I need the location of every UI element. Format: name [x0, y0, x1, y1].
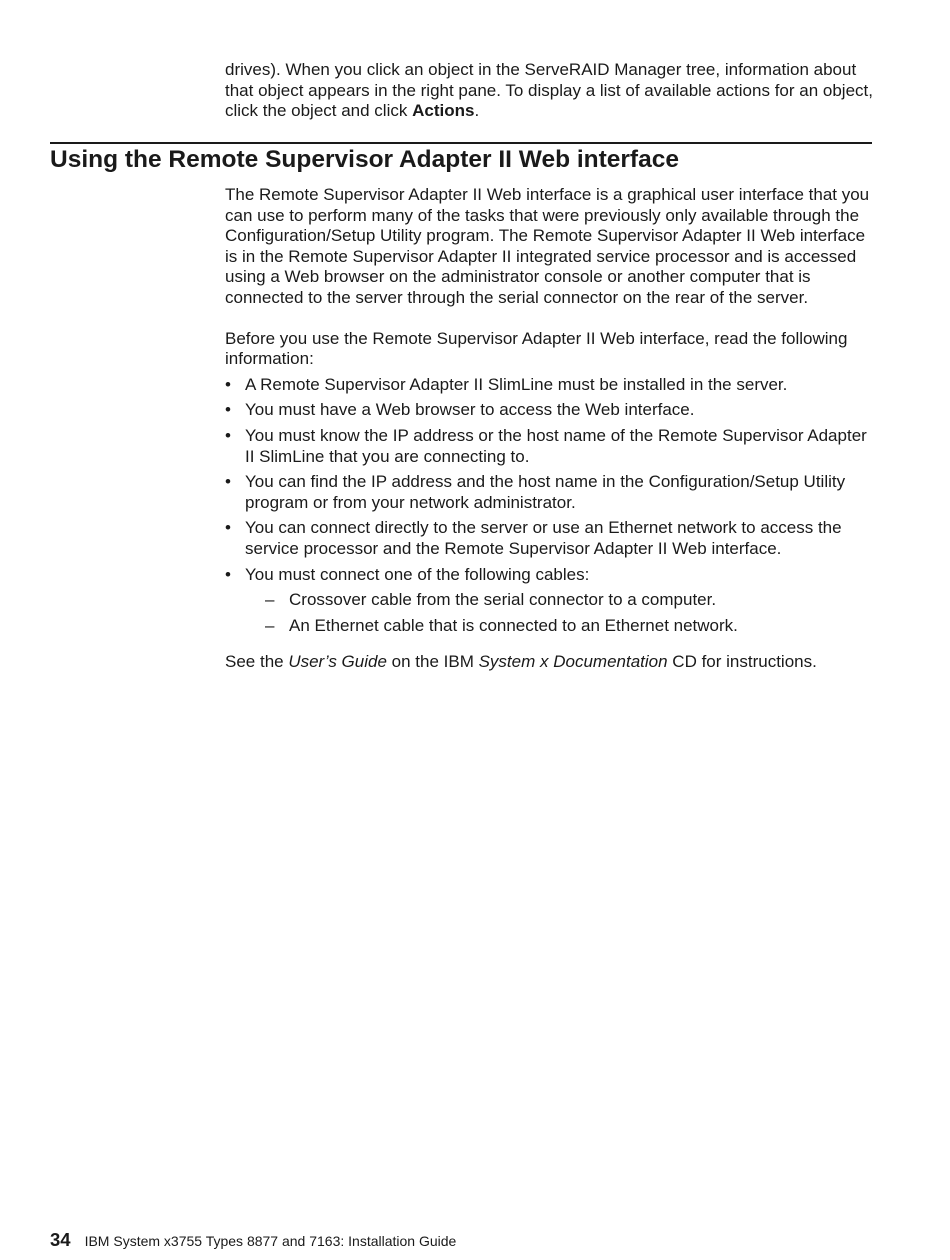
sublist-item: – An Ethernet cable that is connected to an Ethernet network.: [245, 616, 875, 637]
section-heading: Using the Remote Supervisor Adapter II Web interface: [50, 146, 679, 173]
actions-term: Actions: [412, 101, 475, 121]
see-also-text: See the: [225, 652, 289, 672]
book-title: IBM System x3755 Types 8877 and 7163: Installation Guide: [84, 1233, 457, 1249]
see-also-paragraph: [225, 652, 875, 673]
list-item: • You can connect directly to the server or use an Ethernet network to access the service processor and the Remote Supervisor Adapter II Web interface.: [225, 518, 875, 559]
section-divider: [50, 142, 872, 144]
documentation-cd-title: System x Documentation: [478, 652, 668, 672]
intro-text: drives). When you click an object in the ServeRAID Manager tree, information about that object appears in the right pane. To display a list of available actions for an object, click the object and click: [225, 60, 873, 121]
prerequisites-list: [225, 375, 875, 637]
see-also-text: CD for instructions.: [667, 652, 817, 672]
overview-paragraph: The Remote Supervisor Adapter II Web interface is a graphical user interface that you can use to perform many of the tasks that were previously only available through the Configuration/Setup Utility program. The Remote Supervisor Adapter II Web interface is in the Remote Supervisor Adapter II integrated service processor and is accessed using a Web browser on the administrator console or another computer that is connected to the server through the serial connector on the rear of the server.: [225, 185, 870, 307]
see-also-text: on the IBM: [386, 652, 479, 672]
list-item: • You must know the IP address or the host name of the Remote Supervisor Adapter II SlimLine that you are connecting to.: [225, 426, 875, 467]
prerequisites-intro: Before you use the Remote Supervisor Adapter II Web interface, read the following information:: [225, 328, 848, 369]
list-item: • A Remote Supervisor Adapter II SlimLine must be installed in the server.: [225, 375, 875, 396]
page-footer: [50, 1229, 456, 1252]
list-item: • You must have a Web browser to access the Web interface.: [225, 400, 875, 421]
section-body: [225, 185, 875, 673]
users-guide-title: User’s Guide: [288, 652, 387, 672]
sublist-item: – Crossover cable from the serial connector to a computer.: [245, 590, 875, 611]
page-number: 34: [50, 1229, 71, 1250]
list-item-cables: [225, 565, 875, 637]
list-item: • You can find the IP address and the host name in the Configuration/Setup Utility program or from your network administrator.: [225, 472, 875, 513]
list-item-text: You must connect one of the following cables:: [245, 564, 590, 584]
intro-paragraph: [225, 60, 875, 122]
intro-end: .: [474, 101, 480, 121]
cables-sublist: [245, 590, 875, 636]
